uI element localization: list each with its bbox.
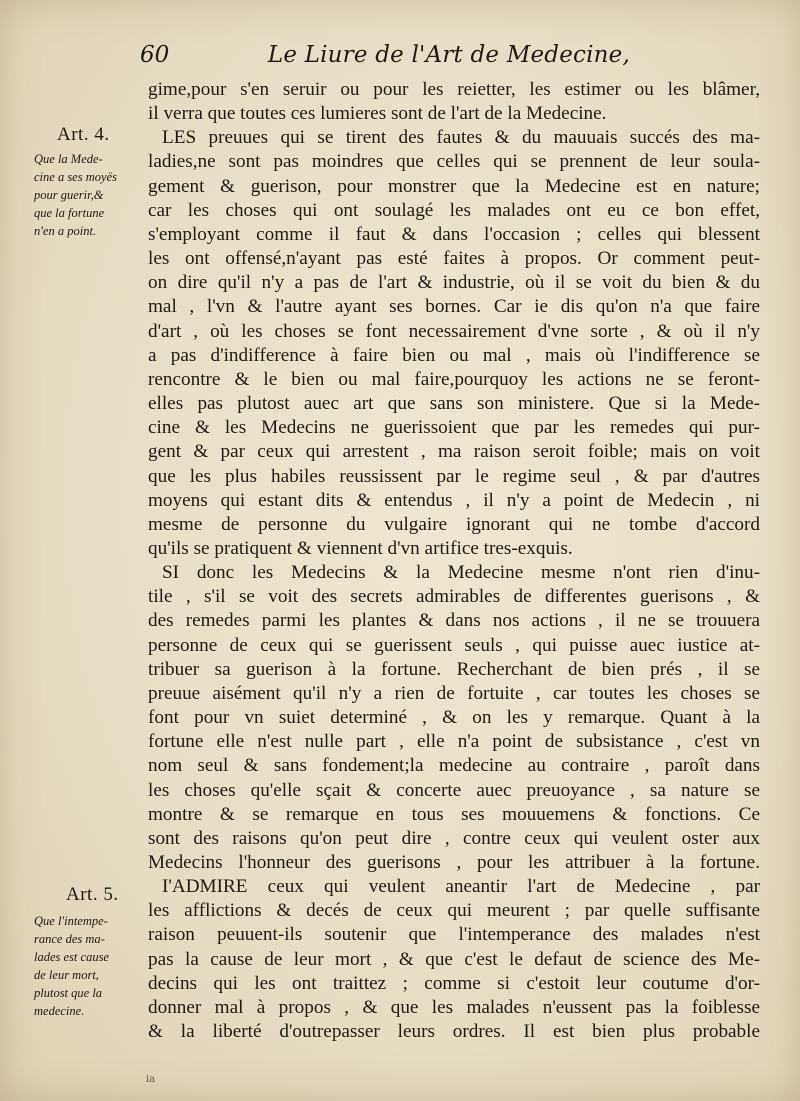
body-line: decins qui les ont traittez ; comme si c'estoit leur coutume d'or- <box>148 972 760 994</box>
body-line: I'ADMIRE ceux qui veulent aneantir l'art de Medecine , par <box>162 876 760 898</box>
body-line: tile , s'il se voit des secrets admirables de differentes guerisons , & <box>148 586 760 608</box>
body-line: preuue aisément qu'il n'y a rien de fortuite , car toutes les choses se <box>148 682 760 704</box>
sidenote-article-4-label: Art. 4. <box>57 124 110 145</box>
body-line: il verra que toutes ces lumieres sont de l'art de la Medecine. <box>148 103 607 125</box>
body-line: rencontre & le bien ou mal faire,pourquoy les actions ne se feront- <box>148 368 760 390</box>
body-line: SI donc les Medecins & la Medecine mesme n'ont rien d'inu- <box>162 562 760 584</box>
body-line: d'art , où les choses se font necessairement d'vne sorte , & où il n'y <box>148 320 760 342</box>
body-line: gent & par ceux qui arrestent , ma raison seroit foible; mais on voit <box>148 441 760 463</box>
body-text <box>148 78 760 1044</box>
body-line: on dire qu'il n'y a pas de l'art & industrie, où il se voit du bien & du <box>148 272 760 294</box>
body-line: raison peuuent-ils soutenir que l'intemperance des malades n'est <box>148 924 760 946</box>
sidenote-line: lades est cause <box>34 950 109 964</box>
body-line: qu'ils se pratiquent & viennent d'vn artifice tres-exquis. <box>148 537 573 559</box>
page-number: 60 <box>140 42 170 68</box>
body-line: car les choses qui ont soulagé les malades ont eu ce bon effet, <box>148 199 760 221</box>
body-line: & la liberté d'outrepasser leurs ordres. Il est bien plus probable <box>148 1021 760 1043</box>
body-line: cine & les Medecins ne guerissoient que par les remedes qui pur- <box>148 417 760 439</box>
sidenote-article-5 <box>34 912 134 1020</box>
sidenote-line: rance des ma- <box>34 932 105 946</box>
body-line: mal , l'vn & l'autre ayant ses bornes. Car ie dis qu'on n'a que faire <box>148 296 760 318</box>
body-line: des remedes parmi les plantes & dans nos actions , il ne se trouuera <box>148 610 760 632</box>
body-line: font pour vn suiet determiné , & on les y remarque. Quant à la <box>148 707 760 729</box>
body-line: personne de ceux qui se guerissent seuls , qui puisse auec iustice at- <box>148 634 760 656</box>
sidenote-line: que la fortune <box>34 206 105 220</box>
body-line: gement & guerison, pour monstrer que la Medecine est en nature; <box>148 175 760 197</box>
body-line: Medecins l'honneur des guerisons , pour les attribuer à la fortune. <box>148 852 760 873</box>
body-line: nom seul & sans fondement;la medecine au contraire , paroît dans <box>148 755 760 777</box>
body-line: donner mal à propos , & que les malades n'eussent pas la foiblesse <box>148 996 760 1018</box>
body-line: tribuer sa guerison à la fortune. Recherchant de bien prés , il se <box>148 658 760 680</box>
running-head <box>140 42 630 78</box>
body-line: s'employant comme il faut & dans l'occasion ; celles qui blessent <box>148 223 760 245</box>
running-head-title: Le Liure de l'Art de Medecine, <box>267 42 630 68</box>
signature-mark: ia <box>146 1074 156 1085</box>
body-line: LES preuues qui se tirent des fautes & du mauuais succés des ma- <box>162 127 760 149</box>
sidenote-line: cine a ses moyës <box>34 170 117 184</box>
sidenote-article-4 <box>34 150 134 240</box>
body-line: les ont offensé,n'ayant pas esté faites à propos. Or comment peut- <box>148 248 760 270</box>
sidenote-line: n'en a point. <box>34 224 97 238</box>
body-line: les choses qu'elle sçait & concerte auec preuoyance , sa nature se <box>148 779 760 801</box>
body-line: sont des raisons qu'on peut dire , contre ceux qui veulent oster aux <box>148 827 760 849</box>
sidenote-article-5-label: Art. 5. <box>66 884 119 905</box>
body-line: a pas d'indifference à faire bien ou mal , mais où l'indifference se <box>148 344 760 366</box>
sidenote-line: pour guerir,& <box>34 188 104 202</box>
sidenote-line: de leur mort, <box>34 968 99 982</box>
body-line: moyens qui estant dits & entendus , il n'y a point de Medecin , ni <box>148 489 760 511</box>
body-line: que les plus habiles reussissent par le regime seul , & par d'autres <box>148 465 760 487</box>
sidenote-line: medecine. <box>34 1004 85 1018</box>
body-line: fortune elle n'est nulle part , elle n'a point de subsistance , c'est vn <box>148 731 760 753</box>
body-line: elles pas plutost auec art que sans son ministere. Que si la Mede- <box>148 393 760 415</box>
body-line: pas la cause de leur mort , & que c'est le defaut de science des Me- <box>148 948 760 970</box>
body-line: les afflictions & decés de ceux qui meurent ; par quelle suffisante <box>148 900 760 922</box>
body-line: montre & se remarque en tous ses mouuemens & fonctions. Ce <box>148 803 760 825</box>
sidenote-line: Que la Mede- <box>34 152 103 166</box>
sidenote-line: Que l'intempe- <box>34 914 108 928</box>
body-line: gime,pour s'en seruir ou pour les reietter, les estimer ou les blâmer, <box>148 79 760 100</box>
body-line: ladies,ne sont pas moindres que celles qui se prennent de leur soula- <box>148 151 760 173</box>
sidenote-line: plutost que la <box>34 986 103 1000</box>
body-line: mesme de personne du vulgaire ignorant qui ne tombe d'accord <box>148 513 760 535</box>
